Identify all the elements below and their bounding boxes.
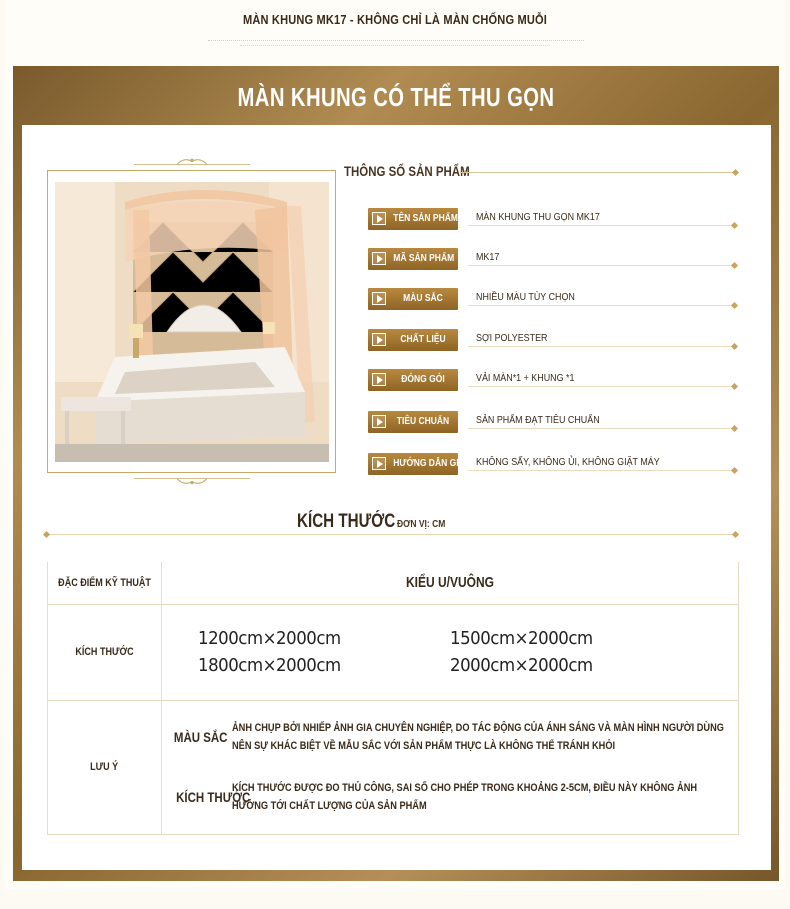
spec-divider <box>468 386 736 387</box>
table-header-cell: KIỂU U/VUÔNG <box>162 562 739 604</box>
spec-row <box>368 369 738 393</box>
divider-diamond-icon <box>731 467 738 474</box>
spec-row <box>368 453 738 477</box>
top-divider-secondary <box>240 45 550 46</box>
divider-diamond-icon <box>731 343 738 350</box>
spec-value: MÀN KHUNG THU GỌN MK17 <box>476 211 600 223</box>
spec-label: MÀU SẮC <box>368 288 458 310</box>
size-value: 1500cm×2000cm <box>450 628 593 649</box>
play-icon <box>372 415 386 428</box>
spec-row <box>368 208 738 232</box>
spec-label: TÊN SẢN PHẨM <box>368 208 458 230</box>
size-unit: ĐƠN VỊ: CM <box>397 519 446 530</box>
spec-label: ĐÓNG GÓI <box>368 369 458 391</box>
size-value: 1200cm×2000cm <box>198 628 341 649</box>
product-photo <box>55 182 329 462</box>
spec-value: MK17 <box>476 251 500 263</box>
note-text: KÍCH THƯỚC ĐƯỢC ĐO THỦ CÔNG, SAI SỐ CHO PHÉP TRONG KHOẢNG 2-5CM, ĐIỀU NÀY KHÔNG ẢNH HƯỞNG TỚI CHẤT LƯỢNG CỦA SẢN PHẨM <box>232 782 698 812</box>
specs-header: THÔNG SỐ SẢN PHẨM <box>344 163 470 179</box>
spec-value: NHIỀU MÀU TÙY CHỌN <box>476 291 575 303</box>
size-value: 1800cm×2000cm <box>198 655 341 676</box>
spec-label: CHẤT LIỆU <box>368 329 458 351</box>
spec-label: TIÊU CHUẨN <box>368 411 458 433</box>
spec-row <box>368 248 738 272</box>
play-icon <box>372 212 386 225</box>
table-header-cell: ĐẶC ĐIỂM KỸ THUẬT <box>48 562 162 604</box>
note-key: KÍCH THƯỚC <box>176 789 251 805</box>
specs-header-divider <box>460 172 736 173</box>
page-top-title: MÀN KHUNG MK17 - KHÔNG CHỈ LÀ MÀN CHỐNG MUỖI <box>243 12 547 27</box>
spec-divider <box>468 470 736 471</box>
ornament-top-icon <box>122 157 262 167</box>
play-icon <box>372 457 386 470</box>
spec-divider <box>468 346 736 347</box>
divider-diamond-icon <box>731 425 738 432</box>
size-divider <box>47 534 737 535</box>
size-value: 2000cm×2000cm <box>450 655 593 676</box>
divider-diamond-icon <box>731 383 738 390</box>
spec-row <box>368 329 738 353</box>
size-table <box>47 562 739 835</box>
divider-diamond-icon <box>731 302 738 309</box>
notes-cell <box>162 700 739 834</box>
table-row-label: LƯU Ý <box>48 700 162 834</box>
note-row <box>162 715 738 759</box>
banner-title: MÀN KHUNG CÓ THỂ THU GỌN <box>237 82 555 112</box>
play-icon <box>372 292 386 305</box>
size-title: KÍCH THƯỚC <box>297 511 396 532</box>
table-row <box>48 562 739 604</box>
note-text: ẢNH CHỤP BỞI NHIẾP ẢNH GIA CHUYÊN NGHIỆP, DO TÁC ĐỘNG CỦA ÁNH SÁNG VÀ MÀN HÌNH NGƯỜI DÙNG NÊN SỰ KHÁC BIỆT VỀ MẪU SẮC VỚI SẢN PHẨM THỰC LÀ KHÔNG THỂ TRÁNH KHỎI <box>232 722 725 752</box>
spec-divider <box>468 305 736 306</box>
spec-label: MÃ SẢN PHẨM <box>368 248 458 270</box>
spec-value: KHÔNG SẤY, KHÔNG ỦI, KHÔNG GIẶT MÁY <box>476 456 660 468</box>
spec-row <box>368 411 738 435</box>
spec-divider <box>468 428 736 429</box>
play-icon <box>372 373 386 386</box>
table-row-label: KÍCH THƯỚC <box>48 604 162 700</box>
ornament-bottom-icon <box>122 476 262 486</box>
spec-label: HƯỚNG DẪN GIẶT <box>368 453 458 475</box>
play-icon <box>372 333 386 346</box>
play-icon <box>372 252 386 265</box>
divider-diamond-icon <box>731 262 738 269</box>
table-row <box>48 700 739 834</box>
table-row <box>48 604 739 700</box>
spec-value: VẢI MÀN*1 + KHUNG *1 <box>476 372 575 384</box>
size-values-cell <box>162 604 739 700</box>
bed-canopy-illustration <box>55 182 329 462</box>
note-row <box>162 775 738 819</box>
spec-row <box>368 288 738 312</box>
spec-value: SẢN PHẨM ĐẠT TIÊU CHUẨN <box>476 414 600 426</box>
spec-divider <box>468 265 736 266</box>
note-key: MÀU SẮC <box>173 729 228 745</box>
divider-diamond-icon <box>731 222 738 229</box>
spec-divider <box>468 225 736 226</box>
spec-value: SỢI POLYESTER <box>476 332 548 344</box>
